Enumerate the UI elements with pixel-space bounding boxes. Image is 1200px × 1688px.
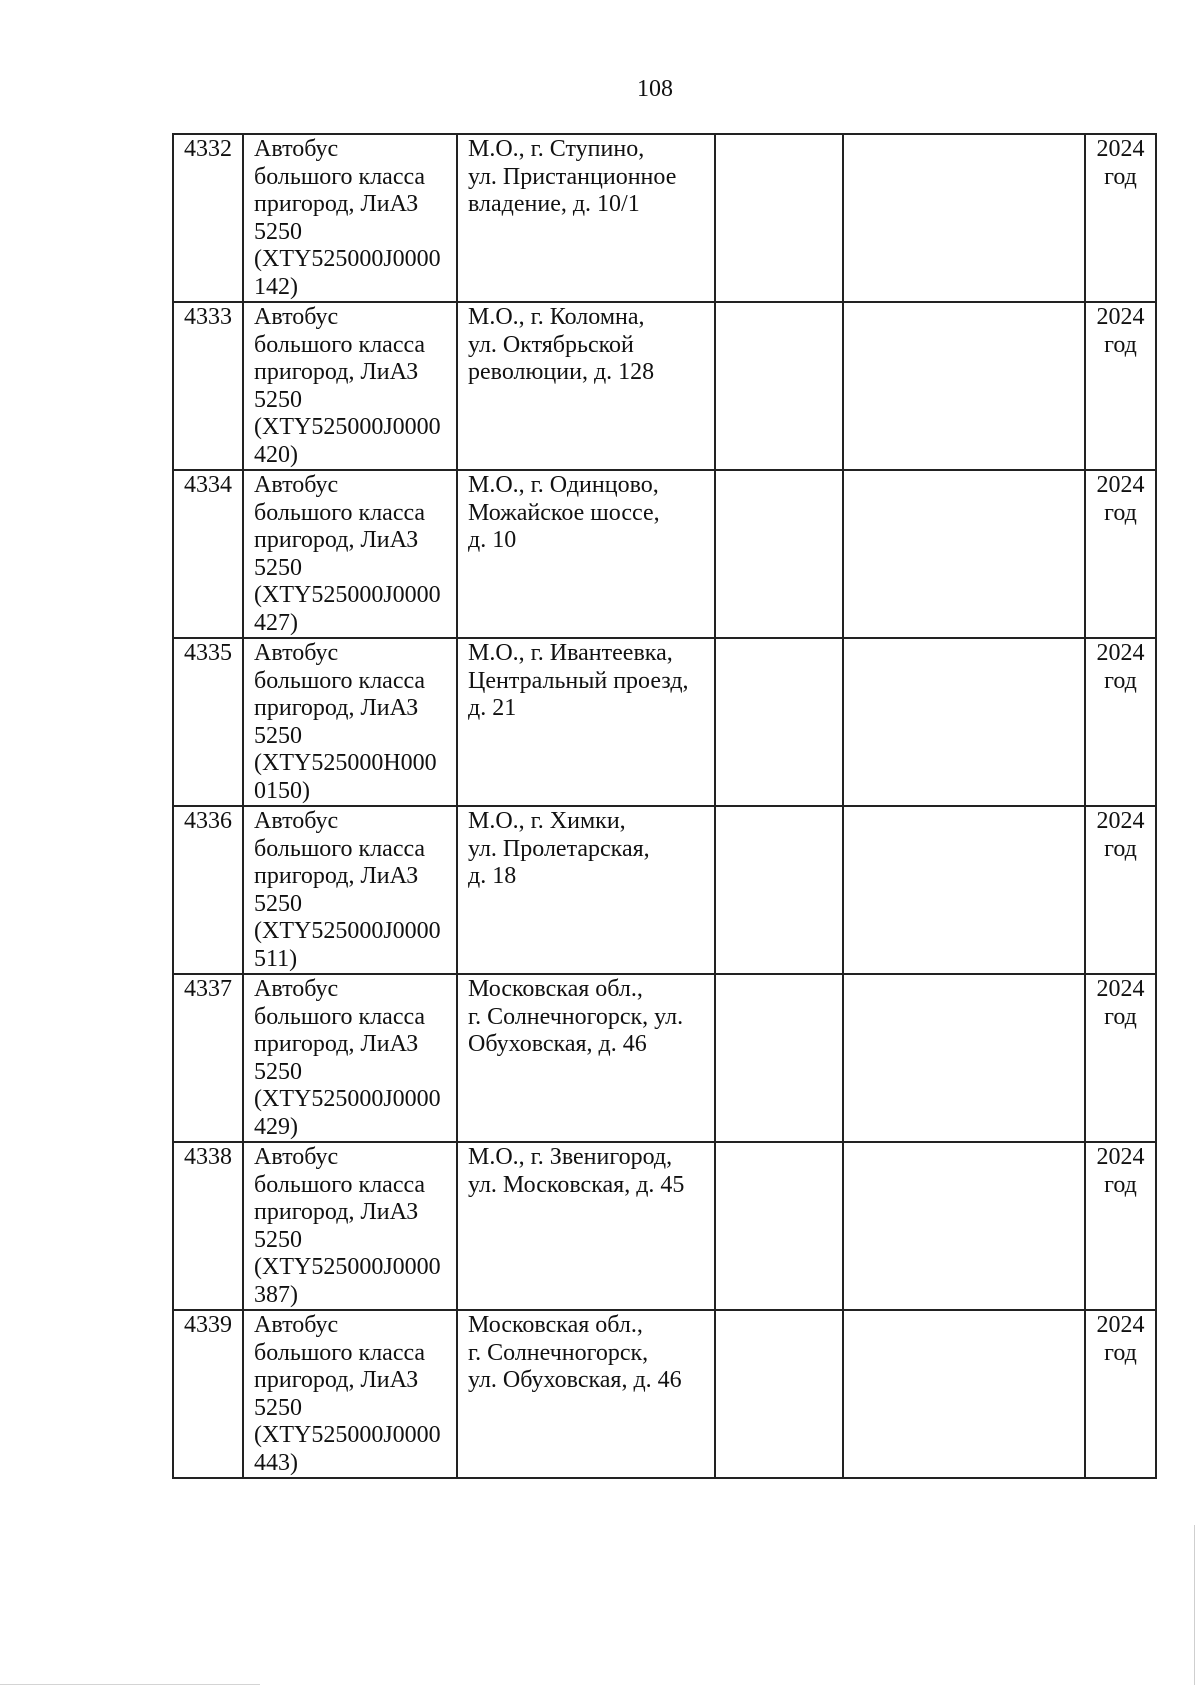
address-cell <box>457 806 715 974</box>
address-cell <box>457 1310 715 1478</box>
vehicle-name-cell <box>243 638 457 806</box>
year: 2024 год <box>1096 976 1145 1030</box>
empty-cell <box>843 806 1085 974</box>
vehicle-name-cell <box>243 302 457 470</box>
year-cell <box>1085 1310 1156 1478</box>
empty-cell <box>843 974 1085 1142</box>
row-number: 4338 <box>173 1142 243 1310</box>
vehicle-name: Автобус большого класса пригород, ЛиАЗ 5250 (XTY525000J0000 511) <box>254 808 441 972</box>
address: М.О., г. Химки, ул. Пролетарская, д. 18 <box>468 808 650 889</box>
year: 2024 год <box>1096 136 1145 190</box>
empty-cell <box>843 302 1085 470</box>
year: 2024 год <box>1096 1144 1145 1198</box>
address: М.О., г. Ступино, ул. Пристанционное владение, д. 10/1 <box>468 136 677 217</box>
address: М.О., г. Одинцово, Можайское шоссе, д. 10 <box>468 472 660 553</box>
row-number: 4337 <box>173 974 243 1142</box>
table-row <box>173 302 1156 470</box>
year-cell <box>1085 638 1156 806</box>
address-cell <box>457 134 715 302</box>
address: М.О., г. Ивантеевка, Центральный проезд, д. 21 <box>468 640 689 721</box>
address-cell <box>457 638 715 806</box>
vehicle-name: Автобус большого класса пригород, ЛиАЗ 5250 (XTY525000H000 0150) <box>254 640 437 804</box>
address: Московская обл., г. Солнечногорск, ул. Обуховская, д. 46 <box>468 1312 682 1393</box>
year-cell <box>1085 974 1156 1142</box>
table-row <box>173 134 1156 302</box>
address: М.О., г. Коломна, ул. Октябрьской революции, д. 128 <box>468 304 655 385</box>
vehicle-name: Автобус большого класса пригород, ЛиАЗ 5250 (XTY525000J0000 420) <box>254 304 441 468</box>
empty-cell <box>843 134 1085 302</box>
vehicle-name: Автобус большого класса пригород, ЛиАЗ 5250 (XTY525000J0000 429) <box>254 976 441 1140</box>
vehicle-name-cell <box>243 1310 457 1478</box>
empty-cell <box>715 470 843 638</box>
year-cell <box>1085 806 1156 974</box>
empty-cell <box>715 1142 843 1310</box>
scan-edge-line <box>1194 1525 1195 1685</box>
year: 2024 год <box>1096 640 1145 694</box>
table-row <box>173 974 1156 1142</box>
row-number: 4336 <box>173 806 243 974</box>
address-cell <box>457 470 715 638</box>
empty-cell <box>843 1142 1085 1310</box>
year-cell <box>1085 134 1156 302</box>
vehicle-name-cell <box>243 470 457 638</box>
year: 2024 год <box>1096 472 1145 526</box>
address-cell <box>457 1142 715 1310</box>
scan-bottom-line <box>0 1684 260 1685</box>
address: М.О., г. Звенигород, ул. Московская, д. 45 <box>468 1144 685 1198</box>
year: 2024 год <box>1096 808 1145 862</box>
year-cell <box>1085 470 1156 638</box>
vehicle-name-cell <box>243 974 457 1142</box>
row-number: 4339 <box>173 1310 243 1478</box>
year-cell <box>1085 1142 1156 1310</box>
vehicle-name: Автобус большого класса пригород, ЛиАЗ 5250 (XTY525000J0000 387) <box>254 1144 441 1308</box>
table-row <box>173 806 1156 974</box>
vehicle-name: Автобус большого класса пригород, ЛиАЗ 5250 (XTY525000J0000 142) <box>254 136 441 300</box>
row-number: 4334 <box>173 470 243 638</box>
table-row <box>173 1310 1156 1478</box>
empty-cell <box>715 134 843 302</box>
year-cell <box>1085 302 1156 470</box>
empty-cell <box>715 806 843 974</box>
address-cell <box>457 974 715 1142</box>
year: 2024 год <box>1096 304 1145 358</box>
vehicle-name-cell <box>243 1142 457 1310</box>
empty-cell <box>843 1310 1085 1478</box>
empty-cell <box>715 974 843 1142</box>
empty-cell <box>715 1310 843 1478</box>
page-number: 108 <box>637 76 673 102</box>
empty-cell <box>843 638 1085 806</box>
row-number: 4333 <box>173 302 243 470</box>
address-cell <box>457 302 715 470</box>
row-number: 4332 <box>173 134 243 302</box>
empty-cell <box>715 638 843 806</box>
address: Московская обл., г. Солнечногорск, ул. Обуховская, д. 46 <box>468 976 684 1057</box>
vehicle-table <box>172 133 1157 1479</box>
row-number: 4335 <box>173 638 243 806</box>
empty-cell <box>715 302 843 470</box>
vehicle-name: Автобус большого класса пригород, ЛиАЗ 5250 (XTY525000J0000 427) <box>254 472 441 636</box>
year: 2024 год <box>1096 1312 1145 1366</box>
table-row <box>173 1142 1156 1310</box>
vehicle-name-cell <box>243 806 457 974</box>
table-row <box>173 470 1156 638</box>
vehicle-name-cell <box>243 134 457 302</box>
table-row <box>173 638 1156 806</box>
vehicle-name: Автобус большого класса пригород, ЛиАЗ 5250 (XTY525000J0000 443) <box>254 1312 441 1476</box>
empty-cell <box>843 470 1085 638</box>
